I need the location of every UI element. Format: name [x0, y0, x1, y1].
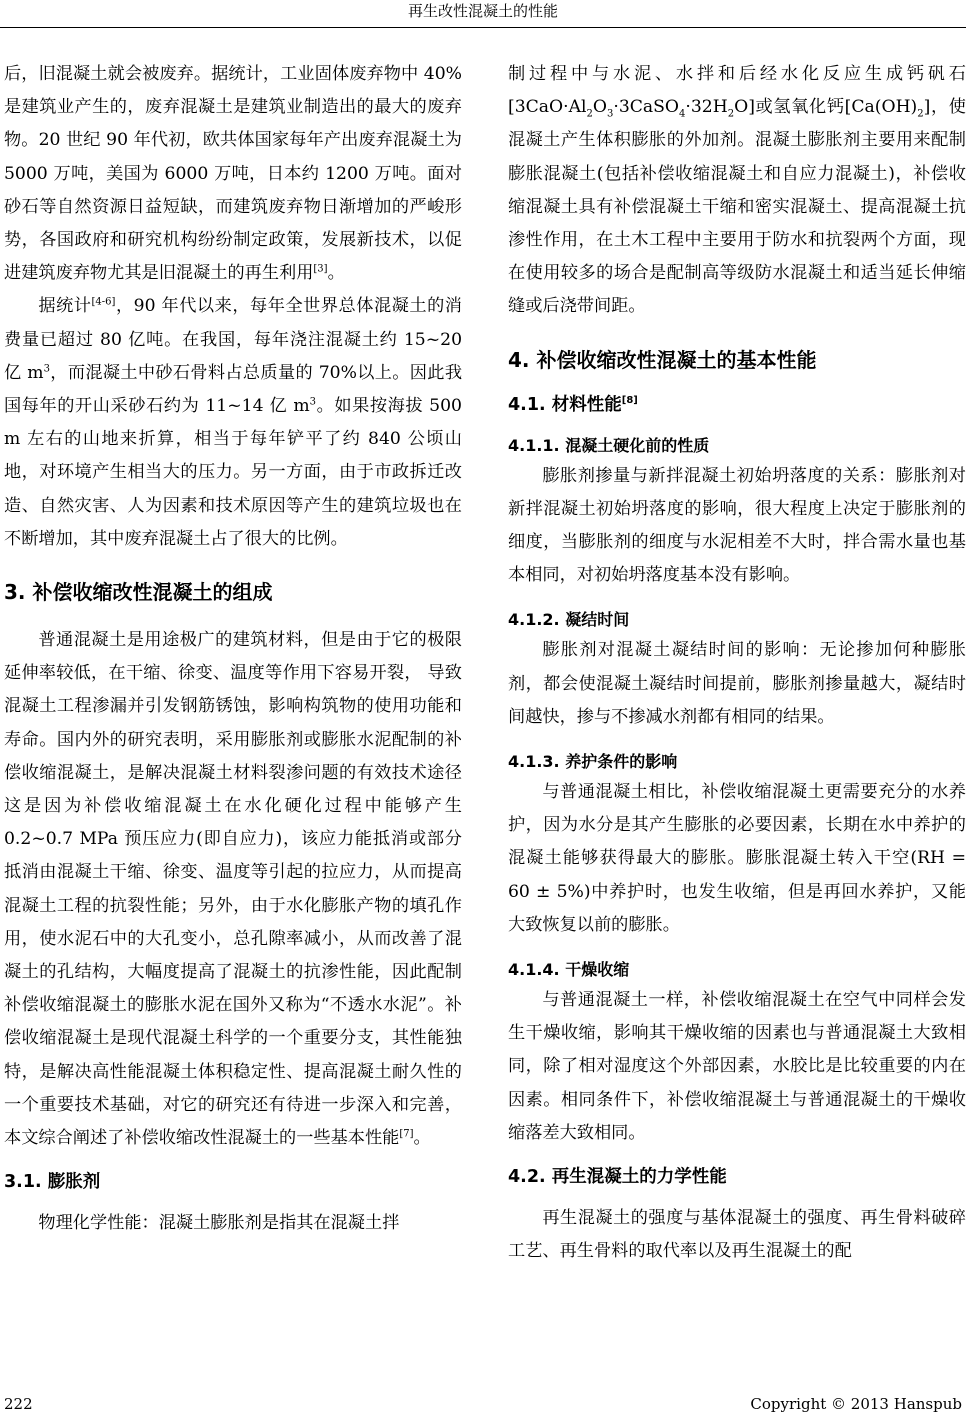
citation: [4-6]	[91, 296, 116, 308]
paragraph: 后，旧混凝土就会被废弃。据统计，工业固体废弃物中 40%是建筑业产生的，废弃混凝土是建筑业制造出的最大的废弃物。20 世纪 90 年代初，欧共体国家每年产出废弃混凝土为 5000 万吨，美国为 6000 万吨，日本约 1200 万吨。面对砂石等自然资源日益短缺，而建筑废弃物日渐增加的严峻形势，各国政府和研究机构纷纷制定政策，发展新技术，以促进建筑废弃物尤其是旧混凝土的再生利用[3]。	[4, 64, 462, 284]
subsubsection-heading: 4.1.2. 凝结时间	[508, 610, 630, 630]
paragraph: 再生混凝土的强度与基体混凝土的强度、再生骨料破碎工艺、再生骨料的取代率以及再生混凝土的配	[508, 1208, 966, 1262]
running-head: 再生改性混凝土的性能	[407, 2, 558, 20]
subsubsection-heading: 4.1.1. 混凝土硬化前的性质	[508, 435, 710, 455]
citation: [7]	[399, 1128, 414, 1140]
citation: [8]	[621, 394, 638, 406]
copyright-notice: Copyright © 2013 Hanspub	[750, 1395, 962, 1413]
paragraph: 据统计[4-6]，90 年代以来，每年全世界总体混凝土的消费量已超过 80 亿吨。在我国，每年浇注混凝土约 15~20 亿 $m^3$，而混凝土中砂石骨料占总质量的 70%以上。因此我国每年的开山采砂石约为 11~14 亿 $m^3$。如果按海拔 500 m 左右的山地来折算，相当于每年铲平了约 840 公顷山地，对环境产生相当大的压力。另一方面，由于市政拆迁改造、自然灾害、人为因素和技术原因等产生的建筑垃圾也在不断增加，其中废弃混凝土占了很大的比例。	[4, 296, 463, 549]
page-number: 222	[4, 1395, 33, 1413]
paragraph: 膨胀剂掺量与新拌混凝土初始坍落度的关系：膨胀剂对新拌混凝土初始坍落度的影响，很大程度上决定于膨胀剂的细度，当膨胀剂的细度与水泥相差不大时，拌合需水量也基本相同，对初始坍落度基本没有影响。	[508, 465, 966, 586]
paragraph: 制过程中与水泥、水拌和后经水化反应生成钙矾石$[3CaO\cdot Al_2O_3\cdot 3CaSO_4\cdot 32H_2O]$或氢氧化钙$[Ca(OH)_2]$，使混凝土产生体积膨胀的外加剂。混凝土膨胀剂主要用来配制膨胀混凝土(包括补偿收缩混凝土和自应力混凝土)，补偿收缩混凝土具有补偿混凝土干缩和密实混凝土、提高混凝土抗渗性作用，在土木工程中主要用于防水和抗裂两个方面，现在使用较多的场合是配制高等级防水混凝土和适当延长伸缩缝或后浇带间距。	[508, 64, 966, 317]
section-heading: 3. 补偿收缩改性混凝土的组成	[4, 580, 273, 605]
subsection-heading: 4.1. 材料性能[8]	[508, 394, 638, 415]
left-column	[4, 58, 462, 1241]
paragraph: 与普通混凝土一样，补偿收缩混凝土在空气中同样会发生干燥收缩，影响其干燥收缩的因素也与普通混凝土大致相同，除了相对湿度这个外部因素，水胶比是比较重要的内在因素。相同条件下，补偿收缩混凝土与普通混凝土的干燥收缩落差大致相同。	[508, 990, 966, 1143]
paragraph: 物理化学性能：混凝土膨胀剂是指其在混凝土拌	[38, 1213, 400, 1234]
section-heading: 4. 补偿收缩改性混凝土的基本性能	[508, 347, 817, 372]
paragraph: 普通混凝土是用途极广的建筑材料，但是由于它的极限延伸率较低，在干缩、徐变、温度等作用下容易开裂， 导致混凝土工程渗漏并引发钢筋锈蚀，影响构筑物的使用功能和寿命。国内外的研究表明，采用膨胀剂或膨胀水泥配制的补偿收缩混凝土，是解决混凝土材料裂渗问题的有效技术途径这是因为补偿收缩混凝土在水化硬化过程中能够产生 0.2~0.7 MPa 预压应力(即自应力)，该应力能抵消或部分抵消由混凝土干缩、徐变、温度等引起的拉应力，从而提高混凝土工程的抗裂性能；另外，由于水化膨胀产物的填孔作用，使水泥石中的大孔变小，总孔隙率减小，从而改善了混凝土的孔结构，大幅度提高了混凝土的抗渗性能，因此配制补偿收缩混凝土的膨胀水泥在国外又称为“不透水水泥”。补偿收缩混凝土是现代混凝土科学的一个重要分支，其性能独特，是解决高性能混凝土体积稳定性、提高混凝土耐久性的一个重要技术基础，对它的研究还有待进一步深入和完善，本文综合阐述了补偿收缩改性混凝土的一些基本性能[7]。	[4, 630, 462, 1149]
right-column	[508, 58, 966, 1268]
page-footer	[0, 1394, 966, 1414]
subsection-heading: 3.1. 膨胀剂	[4, 1172, 101, 1193]
header-rule	[0, 27, 966, 28]
citation: [3]	[313, 263, 328, 275]
paragraph: 与普通混凝土相比，补偿收缩混凝土更需要充分的水养护，因为水分是其产生膨胀的必要因素，长期在水中养护的混凝土能够获得最大的膨胀。膨胀混凝土转入干空(RH = 60 ± 5%)中养护时，也发生收缩，但是再回水养护，又能大致恢复以前的膨胀。	[508, 782, 966, 935]
subsection-heading: 4.2. 再生混凝土的力学性能	[508, 1167, 727, 1188]
subsubsection-heading: 4.1.3. 养护条件的影响	[508, 752, 678, 772]
paragraph: 膨胀剂对混凝土凝结时间的影响：无论掺加何种膨胀剂，都会使混凝土凝结时间提前，膨胀剂掺量越大，凝结时间越快，掺与不掺减水剂都有相同的结果。	[508, 640, 966, 727]
subsubsection-heading: 4.1.4. 干燥收缩	[508, 960, 630, 980]
